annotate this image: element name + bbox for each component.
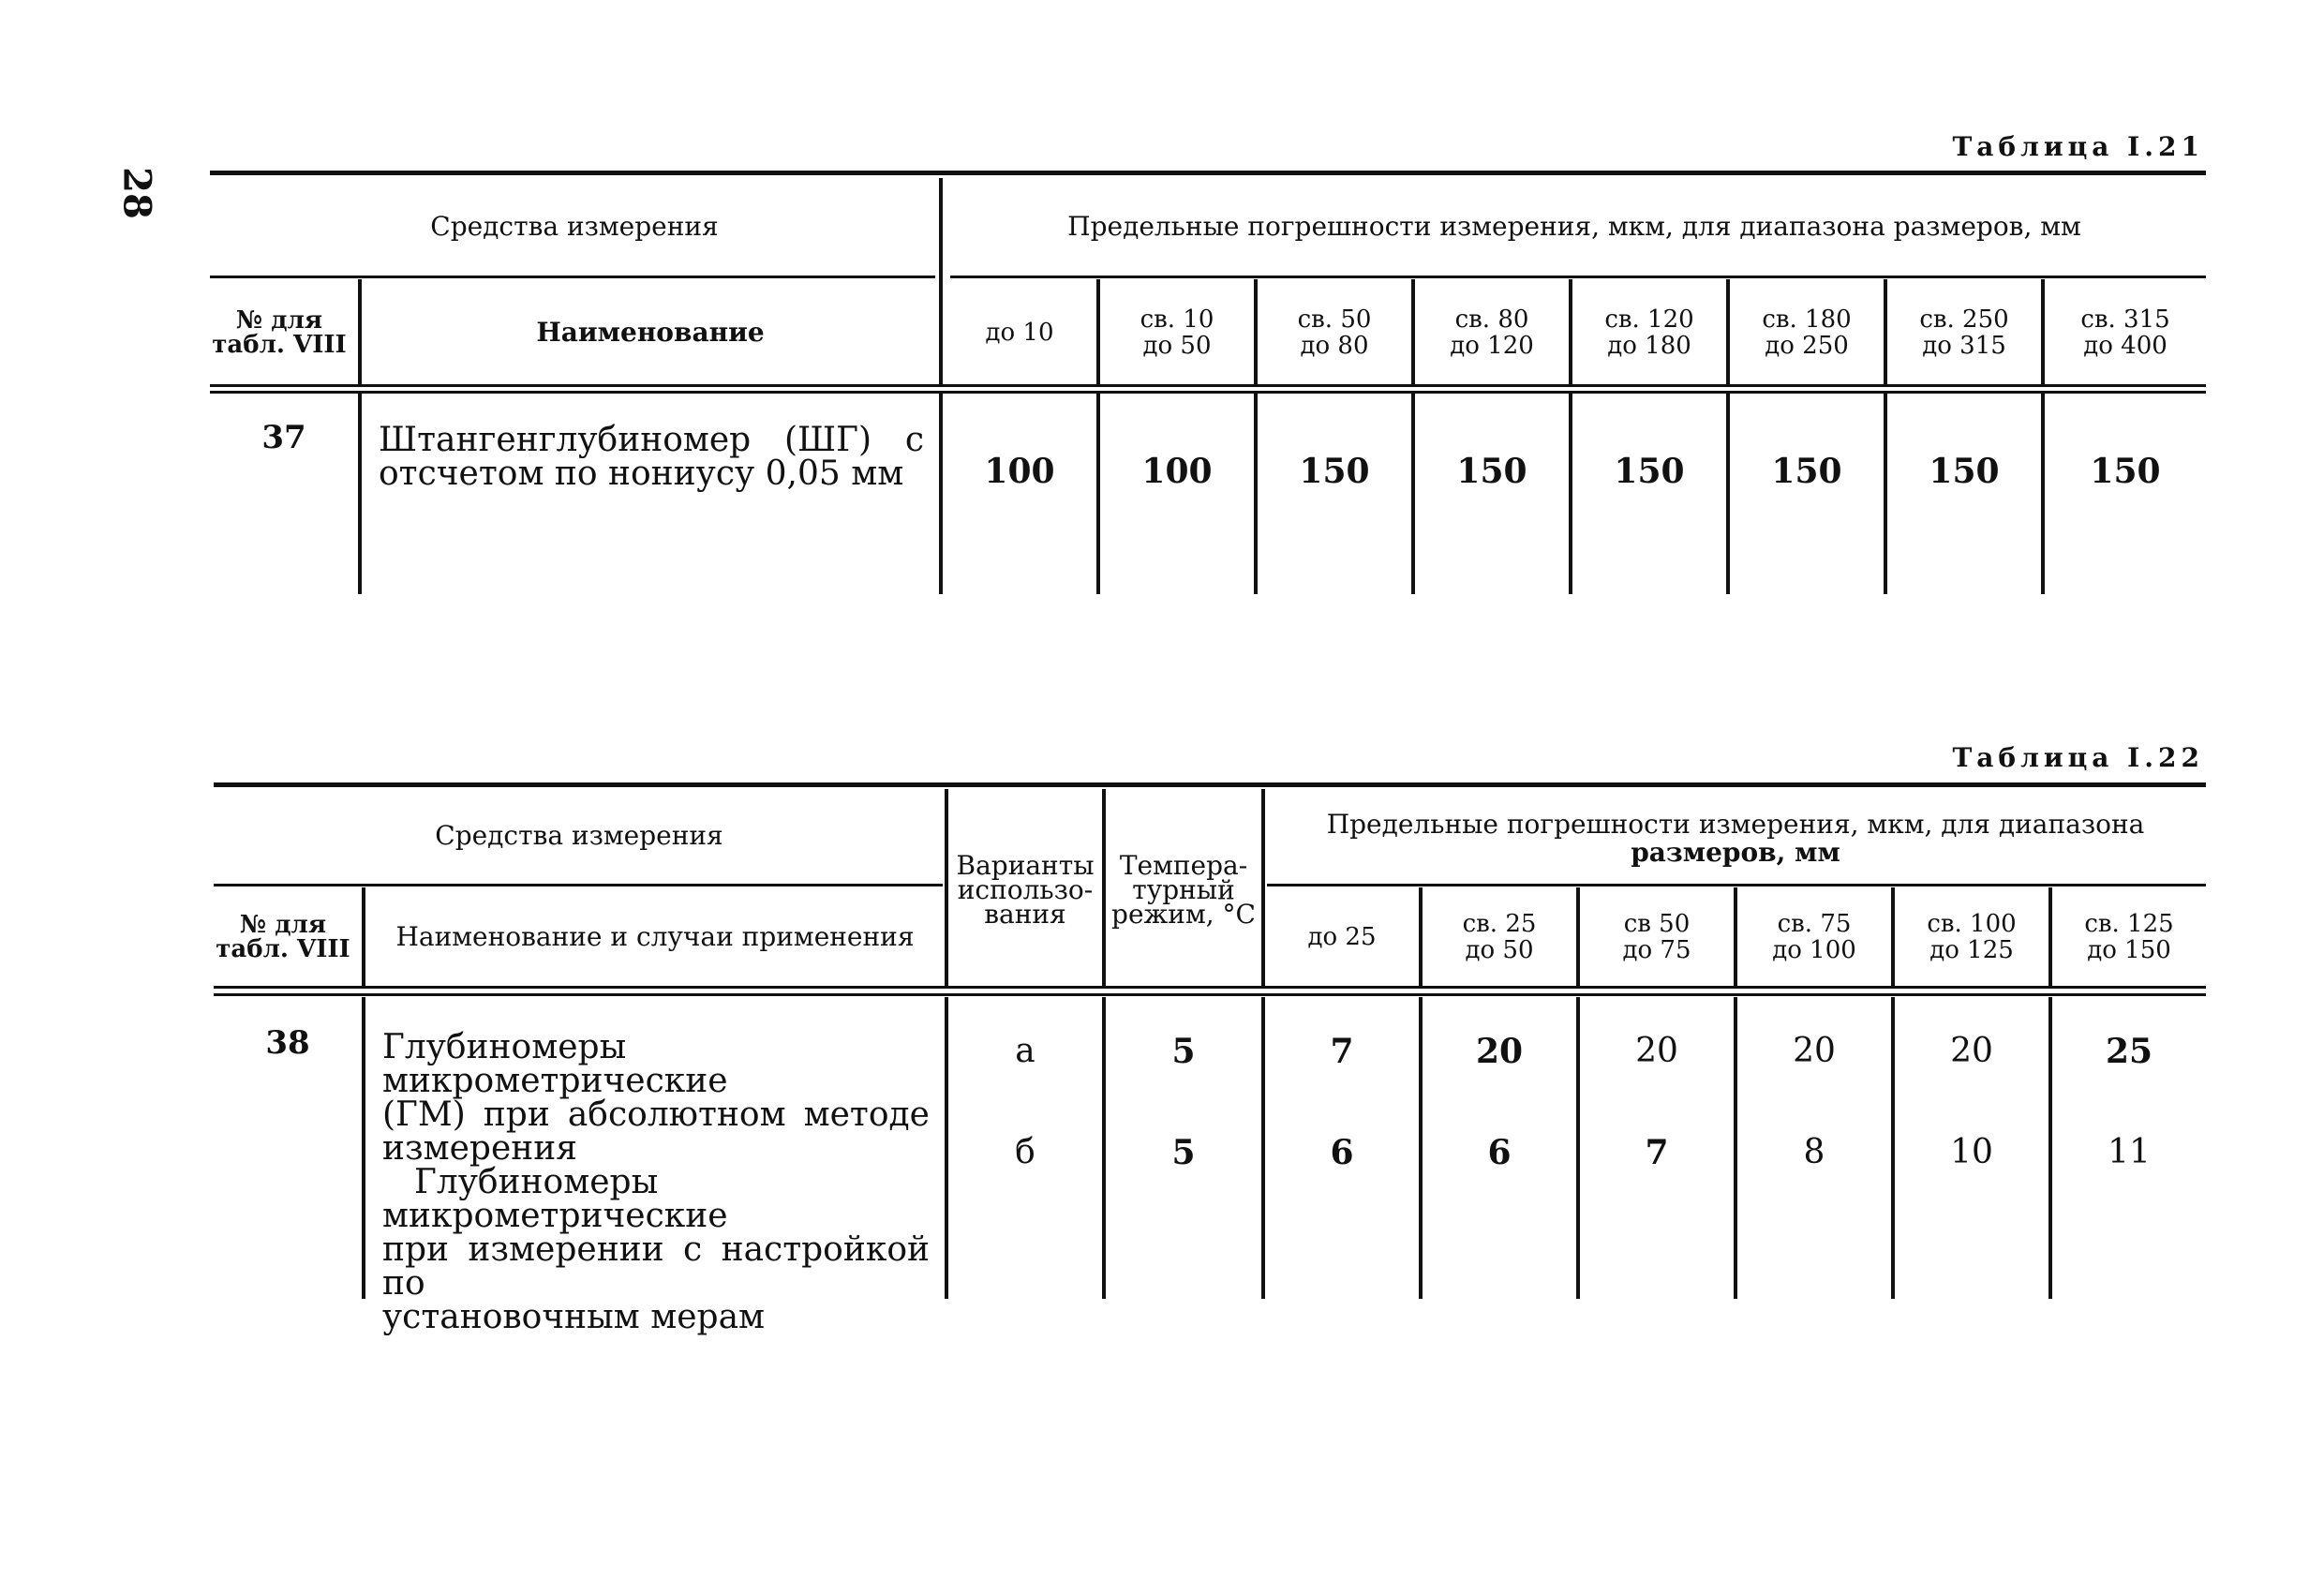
table-1-value: 150 [1456, 452, 1527, 491]
table-2-temperature-header [1106, 839, 1261, 942]
table-2-num-col-header [204, 890, 362, 984]
table-1-errors-header: Предельные погрешности измерения, мкм, для диапазона размеров, мм [1067, 211, 2081, 242]
table-2-value-b: 7 [1645, 1133, 1669, 1172]
name-b-line-3: установочным мерам [382, 1298, 766, 1336]
range-line-2: до 150 [2087, 936, 2171, 964]
table-2-value-a: 20 [1950, 1032, 1993, 1070]
table-2-caption: Таблица I.22 [1952, 742, 2204, 773]
table-2-subheader-rule [214, 884, 943, 886]
range-line-1: до 25 [1307, 923, 1377, 951]
range-line-2: до 75 [1622, 936, 1691, 964]
table-2-temperature: 5 [1171, 1133, 1196, 1172]
table-2-value-b: 6 [1487, 1133, 1512, 1172]
range-line-2: до 315 [1922, 332, 2006, 360]
table-2-range-header [1423, 890, 1576, 984]
table-1-row-number: 37 [261, 419, 306, 456]
table-2-header-bottom-rule [214, 986, 2206, 989]
name-a-line-3: измерения [382, 1129, 577, 1168]
name-b-line-1: Глубиномеры микрометрические [382, 1163, 728, 1235]
range-line-1: св. 180 [1762, 305, 1852, 334]
table-2-range-header [1580, 890, 1734, 984]
table-2-vline [362, 997, 365, 1299]
table-2-temperature: 5 [1171, 1032, 1196, 1071]
range-line-2: до 50 [1465, 936, 1534, 964]
table-2-value-b: 8 [1803, 1133, 1825, 1171]
range-line-2: до 80 [1300, 332, 1369, 360]
table-1-name-col-header: Наименование [536, 317, 765, 348]
num-col-line-2: табл. VIII [212, 331, 347, 359]
range-line-1: св. 315 [2080, 305, 2170, 334]
num-col-line-1: № для [235, 306, 323, 335]
name-a-line-1: Глубиномеры микрометрические [382, 1028, 728, 1100]
table-1-value: 100 [984, 452, 1055, 491]
range-line-1: св. 25 [1462, 910, 1537, 938]
table-2-row-name [382, 1028, 930, 1336]
table-1-top-rule [210, 171, 2206, 175]
variants-line-1: Варианты [956, 850, 1095, 881]
table-2-value-a: 20 [1635, 1032, 1678, 1070]
name-b-line-2: при измерении с настройкой по [382, 1230, 930, 1303]
table-1-range-header [1415, 281, 1569, 384]
table-2-range-header [1265, 890, 1419, 984]
range-line-1: св. 80 [1454, 305, 1529, 334]
table-1-header-bottom-rule [210, 384, 2206, 387]
table-1-value: 100 [1141, 452, 1213, 491]
table-2-name-col-header: Наименование и случаи применения [395, 921, 915, 952]
table-1-range-header [2045, 281, 2206, 384]
range-line-1: св. 50 [1297, 305, 1372, 334]
table-2-value-a: 20 [1793, 1032, 1836, 1070]
temperature-line-1: Темпера- [1119, 850, 1248, 881]
table-1-value: 150 [1614, 452, 1685, 491]
table-2-header-bottom-rule-2 [214, 993, 2206, 996]
range-line-1: св. 125 [2084, 910, 2174, 938]
table-1-value: 150 [1771, 452, 1842, 491]
range-line-1: до 10 [985, 319, 1054, 347]
name-line-1: Штангенглубиномер (ШГ) с [379, 421, 924, 459]
table-1-num-col-header [201, 281, 358, 384]
table-1-range-header [1258, 281, 1411, 384]
num-col-line-2: табл. VIII [216, 935, 350, 963]
table-1-errors-rule [950, 276, 2206, 278]
range-line-1: св 50 [1623, 910, 1691, 938]
table-1-subheader-rule [210, 276, 935, 278]
range-line-2: до 50 [1142, 332, 1212, 360]
table-2-means-header: Средства измерения [435, 820, 723, 851]
table-2-range-header [1895, 890, 2048, 984]
range-line-2: до 250 [1765, 332, 1849, 360]
table-2-value-a: 7 [1330, 1032, 1354, 1071]
table-2-value-b: 11 [2108, 1133, 2151, 1171]
range-line-2: до 120 [1450, 332, 1534, 360]
table-1-range-header [1730, 281, 1884, 384]
table-1-range-header [1887, 281, 2041, 384]
range-line-2: до 180 [1607, 332, 1691, 360]
range-line-1: св. 10 [1140, 305, 1214, 334]
num-col-line-1: № для [239, 911, 327, 939]
name-line-2: отсчетом по нониусу 0,05 мм [379, 454, 904, 493]
variants-line-3: вания [984, 899, 1066, 930]
range-line-1: св. 120 [1604, 305, 1694, 334]
temperature-line-2: турный [1132, 874, 1235, 905]
range-line-1: св. 75 [1777, 910, 1852, 938]
table-1-range-header [1572, 281, 1726, 384]
table-1-value: 150 [2090, 452, 2161, 491]
table-1-vline [358, 394, 362, 594]
range-line-1: св. 250 [1919, 305, 2009, 334]
table-2-value-a: 20 [1475, 1032, 1524, 1071]
errors-line-1: Предельные погрешности измерения, мкм, для диапазона [1326, 809, 2145, 840]
range-line-1: св. 100 [1927, 910, 2017, 938]
variants-line-2: использо- [957, 874, 1094, 905]
table-2-variant: б [1015, 1133, 1035, 1171]
table-2-variant: а [1015, 1032, 1035, 1070]
table-2-value-b: 6 [1330, 1133, 1354, 1172]
page-number: 28 [114, 167, 159, 219]
table-1-range-header [1100, 281, 1254, 384]
errors-line-2: размеров, мм [1631, 837, 1840, 868]
table-2-errors-rule [1267, 884, 2206, 886]
table-1-range-header [943, 281, 1096, 384]
table-2-top-rule [214, 782, 2206, 787]
name-a-line-2: (ГМ) при абсолютном методе [382, 1095, 930, 1134]
range-line-2: до 125 [1929, 936, 2014, 964]
table-1-value: 150 [1299, 452, 1370, 491]
table-1-means-header: Средства измерения [430, 211, 719, 242]
table-1-caption: Таблица I.21 [1952, 131, 2204, 162]
table-2-variants-header [948, 839, 1102, 942]
table-1-value: 150 [1929, 452, 2000, 491]
table-2-row-number: 38 [265, 1024, 310, 1062]
table-2-value-a: 25 [2105, 1032, 2153, 1071]
temperature-line-3: режим, °С [1111, 899, 1256, 930]
table-2-value-b: 10 [1950, 1133, 1993, 1171]
table-1-header-bottom-rule-2 [210, 391, 2206, 394]
range-line-2: до 400 [2083, 332, 2168, 360]
range-line-2: до 100 [1772, 936, 1856, 964]
table-2-errors-header [1265, 806, 2206, 871]
table-2-range-header [2052, 890, 2206, 984]
table-1-row-name [379, 421, 924, 517]
table-2-range-header [1737, 890, 1891, 984]
